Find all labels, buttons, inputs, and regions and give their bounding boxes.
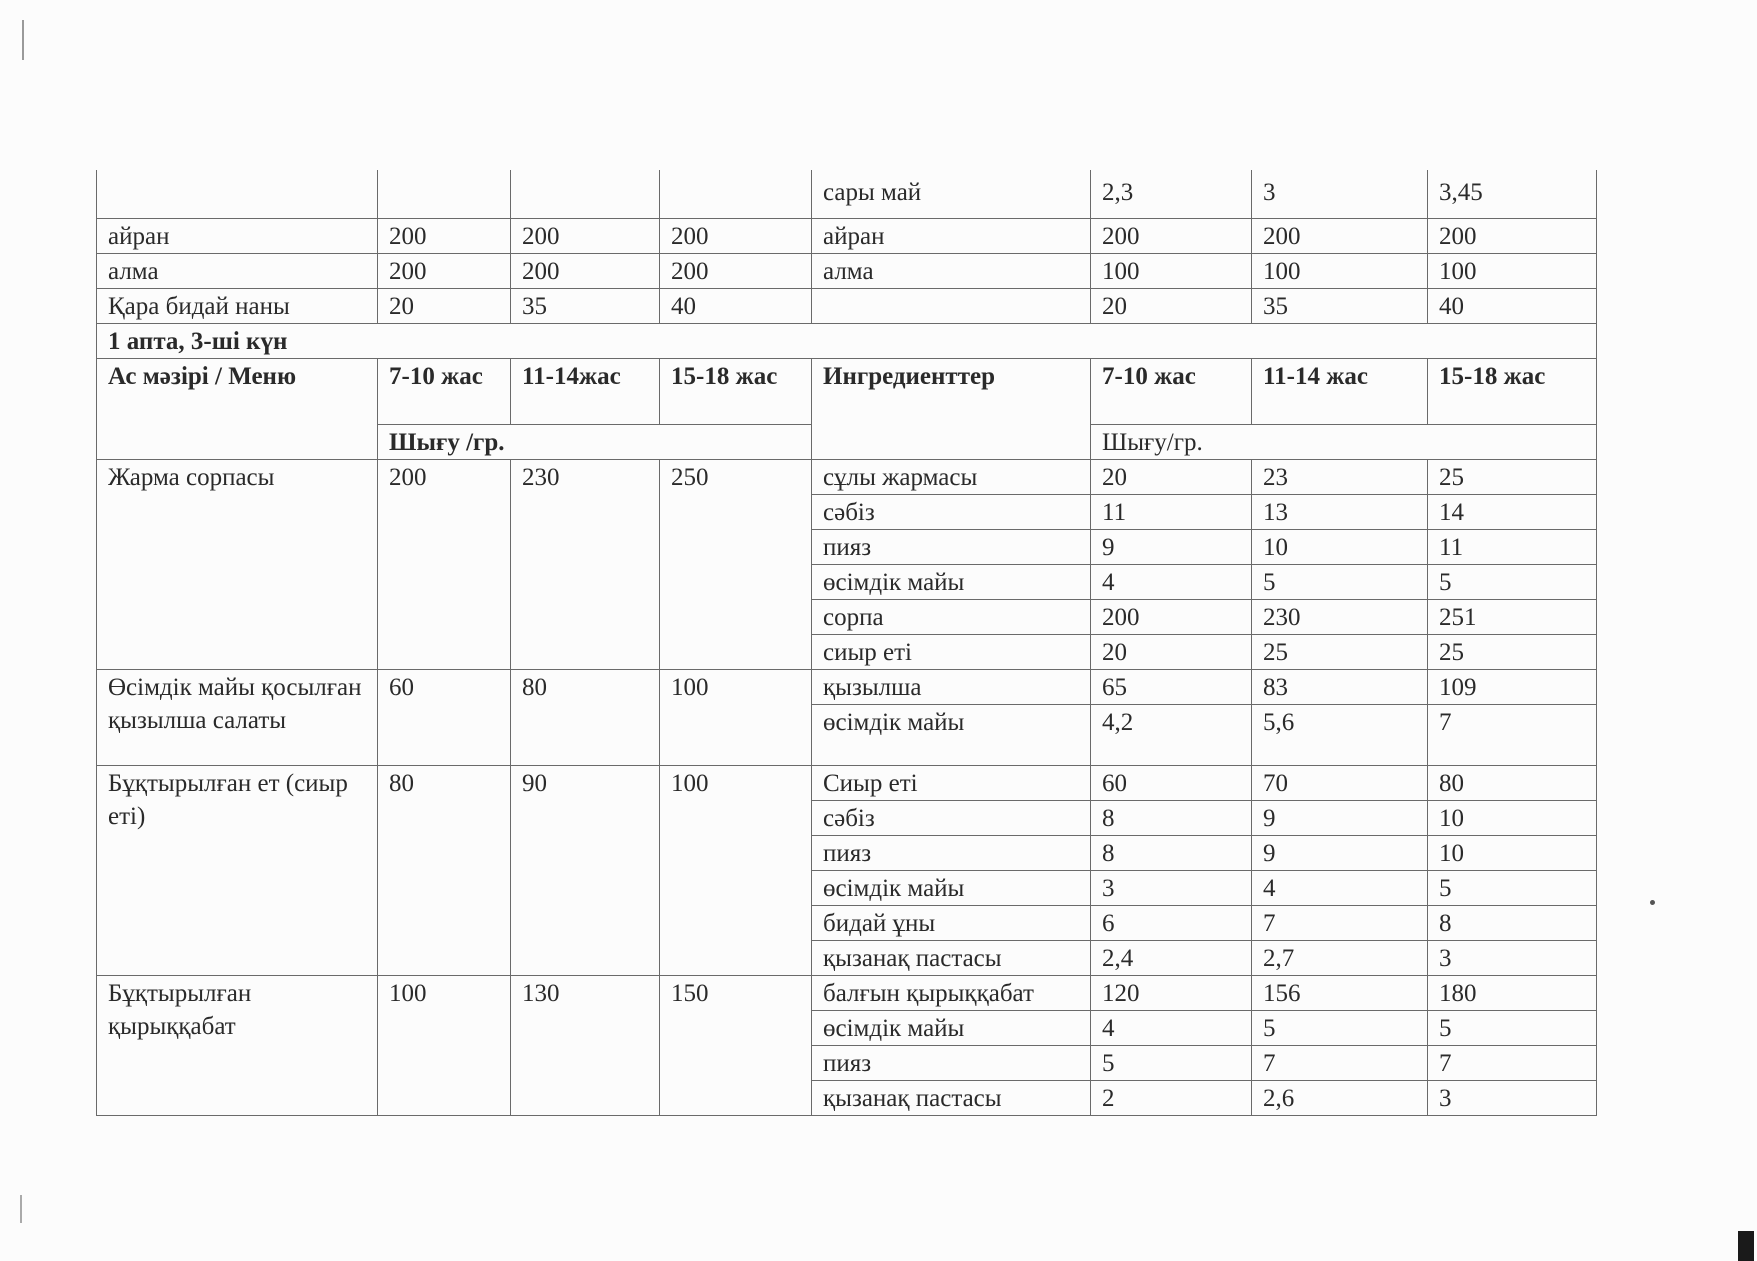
ingredient-amount-11-14: 2,6 — [1252, 1080, 1428, 1115]
ingredient-amount-15-18: 5 — [1428, 564, 1597, 599]
ingredient-amount-15-18: 251 — [1428, 599, 1597, 634]
ingredient-amount-15-18: 7 — [1428, 704, 1597, 765]
ingredient-name: балғын қырыққабат — [812, 975, 1091, 1010]
section-title: 1 апта, 3-ші күн — [97, 323, 1597, 358]
ingredient-cell: сары май — [812, 170, 1091, 218]
ingredient-name: бидай ұны — [812, 905, 1091, 940]
dish-output-11-14: 130 — [511, 975, 660, 1115]
ingredient-cell: айран — [812, 218, 1091, 253]
dish-name: Жарма сорпасы — [97, 459, 378, 669]
output-cell: 200 — [378, 218, 511, 253]
ingredient-name: қызанақ пастасы — [812, 1080, 1091, 1115]
scan-speck — [1650, 900, 1655, 905]
ingredient-name: өсімдік майы — [812, 704, 1091, 765]
ingredient-amount-7-10: 4 — [1091, 564, 1252, 599]
ingredient-amount-15-18: 109 — [1428, 669, 1597, 704]
header-age-15-18: 15-18 жас — [660, 358, 812, 424]
header-ingredients: Ингредиенттер — [812, 358, 1091, 459]
ingredient-amount-11-14: 7 — [1252, 905, 1428, 940]
ingredient-amount-7-10: 9 — [1091, 529, 1252, 564]
menu-cell — [97, 170, 378, 218]
ingredient-amount-11-14: 230 — [1252, 599, 1428, 634]
amount-cell: 200 — [1091, 218, 1252, 253]
ingredient-amount-11-14: 83 — [1252, 669, 1428, 704]
ingredient-amount-11-14: 13 — [1252, 494, 1428, 529]
header-age-11-14: 11-14жас — [511, 358, 660, 424]
table-row — [97, 253, 1597, 288]
header-ing-age-7-10: 7-10 жас — [1091, 358, 1252, 424]
ingredient-amount-11-14: 5 — [1252, 1010, 1428, 1045]
header-age-7-10: 7-10 жас — [378, 358, 511, 424]
output-cell: 20 — [378, 288, 511, 323]
dish-output-11-14: 230 — [511, 459, 660, 669]
header-row — [97, 358, 1597, 424]
ingredient-name: өсімдік майы — [812, 564, 1091, 599]
scan-edge-mark — [20, 1195, 22, 1223]
dish-output-15-18: 150 — [660, 975, 812, 1115]
ingredient-amount-7-10: 8 — [1091, 835, 1252, 870]
ingredient-amount-15-18: 14 — [1428, 494, 1597, 529]
ingredient-amount-7-10: 20 — [1091, 459, 1252, 494]
ingredient-amount-11-14: 5 — [1252, 564, 1428, 599]
dish-output-7-10: 60 — [378, 669, 511, 765]
ingredient-amount-11-14: 4 — [1252, 870, 1428, 905]
ingredient-name: сорпа — [812, 599, 1091, 634]
ingredient-amount-7-10: 3 — [1091, 870, 1252, 905]
table-row — [97, 669, 1597, 704]
ingredient-name: өсімдік майы — [812, 1010, 1091, 1045]
dish-output-11-14: 90 — [511, 765, 660, 975]
header-output-right: Шығу/гр. — [1091, 424, 1597, 459]
ingredient-name: пияз — [812, 835, 1091, 870]
output-cell — [511, 170, 660, 218]
ingredient-amount-15-18: 5 — [1428, 1010, 1597, 1045]
ingredient-amount-7-10: 20 — [1091, 634, 1252, 669]
amount-cell: 40 — [1428, 288, 1597, 323]
header-ing-age-11-14: 11-14 жас — [1252, 358, 1428, 424]
ingredient-amount-7-10: 2,4 — [1091, 940, 1252, 975]
ingredient-amount-15-18: 11 — [1428, 529, 1597, 564]
ingredient-name: қызанақ пастасы — [812, 940, 1091, 975]
menu-cell: Қара бидай наны — [97, 288, 378, 323]
ingredient-amount-7-10: 200 — [1091, 599, 1252, 634]
ingredient-name: қызылша — [812, 669, 1091, 704]
menu-table — [96, 170, 1597, 1116]
table-row — [97, 170, 1597, 218]
scan-corner-mark — [1738, 1231, 1754, 1261]
scan-edge-mark — [22, 20, 24, 60]
ingredient-amount-11-14: 2,7 — [1252, 940, 1428, 975]
ingredient-amount-15-18: 25 — [1428, 459, 1597, 494]
ingredient-name: өсімдік майы — [812, 870, 1091, 905]
amount-cell: 100 — [1091, 253, 1252, 288]
ingredient-amount-7-10: 11 — [1091, 494, 1252, 529]
output-cell: 40 — [660, 288, 812, 323]
table-row — [97, 975, 1597, 1010]
ingredient-amount-11-14: 70 — [1252, 765, 1428, 800]
ingredient-amount-7-10: 8 — [1091, 800, 1252, 835]
ingredient-name: сәбіз — [812, 494, 1091, 529]
amount-cell: 35 — [1252, 288, 1428, 323]
dish-name: Өсімдік майы қосылған қызылша салаты — [97, 669, 378, 765]
output-cell: 200 — [511, 253, 660, 288]
ingredient-name: пияз — [812, 529, 1091, 564]
amount-cell: 100 — [1428, 253, 1597, 288]
ingredient-name: сиыр еті — [812, 634, 1091, 669]
output-cell — [378, 170, 511, 218]
table-row — [97, 218, 1597, 253]
ingredient-amount-15-18: 10 — [1428, 800, 1597, 835]
ingredient-amount-15-18: 80 — [1428, 765, 1597, 800]
dish-output-15-18: 100 — [660, 669, 812, 765]
dish-output-15-18: 250 — [660, 459, 812, 669]
ingredient-amount-15-18: 3 — [1428, 1080, 1597, 1115]
ingredient-amount-11-14: 25 — [1252, 634, 1428, 669]
ingredient-cell — [812, 288, 1091, 323]
amount-cell: 20 — [1091, 288, 1252, 323]
ingredient-amount-7-10: 6 — [1091, 905, 1252, 940]
section-row — [97, 323, 1597, 358]
ingredient-amount-7-10: 5 — [1091, 1045, 1252, 1080]
dish-name: Бұқтырылған ет (сиыр еті) — [97, 765, 378, 975]
dish-output-11-14: 80 — [511, 669, 660, 765]
ingredient-amount-11-14: 7 — [1252, 1045, 1428, 1080]
amount-cell: 200 — [1428, 218, 1597, 253]
ingredient-amount-11-14: 9 — [1252, 835, 1428, 870]
amount-cell: 100 — [1252, 253, 1428, 288]
table-row — [97, 288, 1597, 323]
table-row — [97, 459, 1597, 494]
ingredient-amount-15-18: 3 — [1428, 940, 1597, 975]
ingredient-amount-11-14: 23 — [1252, 459, 1428, 494]
ingredient-amount-15-18: 25 — [1428, 634, 1597, 669]
ingredient-amount-11-14: 9 — [1252, 800, 1428, 835]
menu-cell: айран — [97, 218, 378, 253]
ingredient-amount-15-18: 5 — [1428, 870, 1597, 905]
ingredient-amount-15-18: 8 — [1428, 905, 1597, 940]
ingredient-name: Сиыр еті — [812, 765, 1091, 800]
amount-cell: 3 — [1252, 170, 1428, 218]
output-cell: 200 — [660, 218, 812, 253]
ingredient-amount-7-10: 4,2 — [1091, 704, 1252, 765]
output-cell — [660, 170, 812, 218]
header-menu: Ас мәзірі / Меню — [97, 358, 378, 459]
ingredient-amount-15-18: 10 — [1428, 835, 1597, 870]
output-cell: 200 — [511, 218, 660, 253]
dish-output-7-10: 80 — [378, 765, 511, 975]
ingredient-amount-11-14: 156 — [1252, 975, 1428, 1010]
ingredient-amount-7-10: 4 — [1091, 1010, 1252, 1045]
header-output-left: Шығу /гр. — [378, 424, 812, 459]
ingredient-amount-7-10: 65 — [1091, 669, 1252, 704]
ingredient-name: пияз — [812, 1045, 1091, 1080]
ingredient-amount-7-10: 120 — [1091, 975, 1252, 1010]
ingredient-name: сұлы жармасы — [812, 459, 1091, 494]
dish-output-7-10: 100 — [378, 975, 511, 1115]
ingredient-amount-15-18: 180 — [1428, 975, 1597, 1010]
ingredient-name: сәбіз — [812, 800, 1091, 835]
amount-cell: 2,3 — [1091, 170, 1252, 218]
table-row — [97, 765, 1597, 800]
menu-cell: алма — [97, 253, 378, 288]
ingredient-cell: алма — [812, 253, 1091, 288]
ingredient-amount-7-10: 60 — [1091, 765, 1252, 800]
output-cell: 35 — [511, 288, 660, 323]
dish-output-7-10: 200 — [378, 459, 511, 669]
amount-cell: 200 — [1252, 218, 1428, 253]
dish-name: Бұқтырылған қырыққабат — [97, 975, 378, 1115]
ingredient-amount-11-14: 10 — [1252, 529, 1428, 564]
output-cell: 200 — [378, 253, 511, 288]
amount-cell: 3,45 — [1428, 170, 1597, 218]
header-ing-age-15-18: 15-18 жас — [1428, 358, 1597, 424]
dish-output-15-18: 100 — [660, 765, 812, 975]
output-cell: 200 — [660, 253, 812, 288]
ingredient-amount-15-18: 7 — [1428, 1045, 1597, 1080]
ingredient-amount-7-10: 2 — [1091, 1080, 1252, 1115]
ingredient-amount-11-14: 5,6 — [1252, 704, 1428, 765]
